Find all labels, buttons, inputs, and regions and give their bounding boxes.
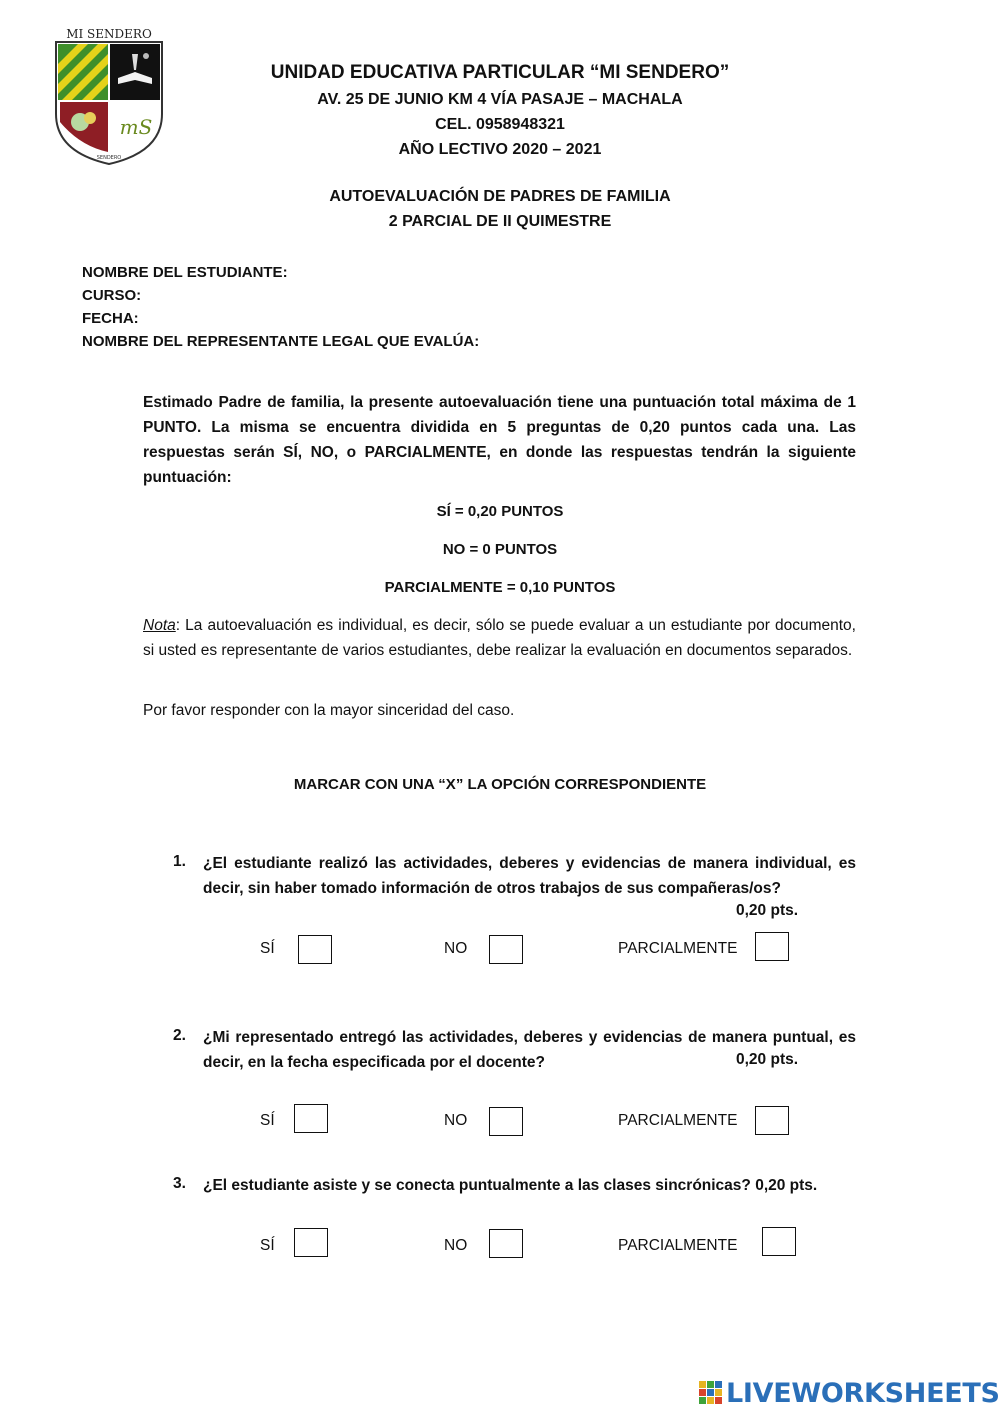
liveworksheets-brand bbox=[698, 1375, 1000, 1411]
note-paragraph bbox=[143, 614, 856, 663]
crest-monogram: mS bbox=[119, 115, 153, 139]
school-name: UNIDAD EDUCATIVA PARTICULAR “MI SENDERO” bbox=[270, 62, 730, 83]
q1-option-yes-label: SÍ bbox=[260, 940, 275, 957]
score-yes: SÍ = 0,20 PUNTOS bbox=[436, 503, 564, 520]
q1-option-no-label: NO bbox=[444, 940, 468, 957]
question-2-text: ¿Mi representado entregó las actividades, deberes y evidencias de manera puntual, es decir, en la fecha especificada por el docente? bbox=[203, 1029, 856, 1071]
score-partial: PARCIALMENTE = 0,10 PUNTOS bbox=[384, 579, 616, 596]
q3-option-no-label: NO bbox=[444, 1237, 468, 1254]
course-field: CURSO: bbox=[82, 287, 142, 304]
q1-partial-checkbox[interactable] bbox=[755, 932, 789, 961]
instruction-heading: MARCAR CON UNA “X” LA OPCIÓN CORRESPONDIENTE bbox=[293, 776, 707, 793]
question-3-text: ¿El estudiante asiste y se conecta puntualmente a las clases sincrónicas? 0,20 pts. bbox=[203, 1177, 818, 1194]
q3-option-yes-label: SÍ bbox=[260, 1237, 275, 1254]
legal-representative-field: NOMBRE DEL REPRESENTANTE LEGAL QUE EVALÚA: bbox=[82, 333, 480, 350]
q3-yes-checkbox[interactable] bbox=[294, 1228, 328, 1257]
document-subtitle: 2 PARCIAL DE II QUIMESTRE bbox=[388, 213, 612, 230]
note-label: Nota bbox=[143, 617, 176, 634]
q1-no-checkbox[interactable] bbox=[489, 935, 523, 964]
q1-yes-checkbox[interactable] bbox=[298, 935, 332, 964]
question-2-number: 2. bbox=[173, 1027, 186, 1044]
crest-motto: SENDERO bbox=[96, 155, 122, 161]
date-field: FECHA: bbox=[82, 310, 139, 327]
liveworksheets-logo-icon bbox=[698, 1379, 724, 1407]
q3-option-partial-label: PARCIALMENTE bbox=[618, 1237, 738, 1254]
note-text: : La autoevaluación es individual, es decir, sólo se puede evaluar a un estudiante por documento, si usted es representante de varios estudiantes, debe realizar la evaluación en documentos separados. bbox=[143, 617, 856, 659]
student-name-field: NOMBRE DEL ESTUDIANTE: bbox=[82, 264, 288, 281]
intro-paragraph: Estimado Padre de familia, la presente autoevaluación tiene una puntuación total máxima de 1 PUNTO. La misma se encuentra dividida en 5 preguntas de 0,20 puntos cada una. Las respuestas serán SÍ, NO, o PARCIALMENTE, en donde las respuestas tendrán la siguiente puntuación: bbox=[143, 394, 856, 486]
school-phone: CEL. 0958948321 bbox=[435, 116, 565, 133]
q2-partial-checkbox[interactable] bbox=[755, 1106, 789, 1135]
liveworksheets-brand-text: LIVEWORKSHEETS bbox=[726, 1377, 1000, 1409]
document-title: AUTOEVALUACIÓN DE PADRES DE FAMILIA bbox=[329, 188, 671, 205]
question-1-number: 1. bbox=[173, 853, 186, 870]
q3-no-checkbox[interactable] bbox=[489, 1229, 523, 1258]
q3-partial-checkbox[interactable] bbox=[762, 1227, 796, 1256]
school-address: AV. 25 DE JUNIO KM 4 VÍA PASAJE – MACHALA bbox=[317, 91, 683, 108]
score-no: NO = 0 PUNTOS bbox=[442, 541, 558, 558]
question-3-number: 3. bbox=[173, 1175, 186, 1192]
q2-option-no-label: NO bbox=[444, 1112, 468, 1129]
question-2-points: 0,20 pts. bbox=[736, 1051, 799, 1068]
q1-option-partial-label: PARCIALMENTE bbox=[618, 940, 738, 957]
school-year: AÑO LECTIVO 2020 – 2021 bbox=[398, 141, 602, 158]
crest-name-text: MI SENDERO bbox=[66, 27, 152, 41]
q2-option-partial-label: PARCIALMENTE bbox=[618, 1112, 738, 1129]
question-1-points: 0,20 pts. bbox=[736, 902, 799, 919]
q2-yes-checkbox[interactable] bbox=[294, 1104, 328, 1133]
q2-option-yes-label: SÍ bbox=[260, 1112, 275, 1129]
sincerity-request: Por favor responder con la mayor sinceridad del caso. bbox=[143, 702, 515, 719]
q2-no-checkbox[interactable] bbox=[489, 1107, 523, 1136]
question-1-text: ¿El estudiante realizó las actividades, deberes y evidencias de manera individual, es decir, sin haber tomado información de otros trabajos de sus compañeras/os? bbox=[203, 855, 856, 897]
